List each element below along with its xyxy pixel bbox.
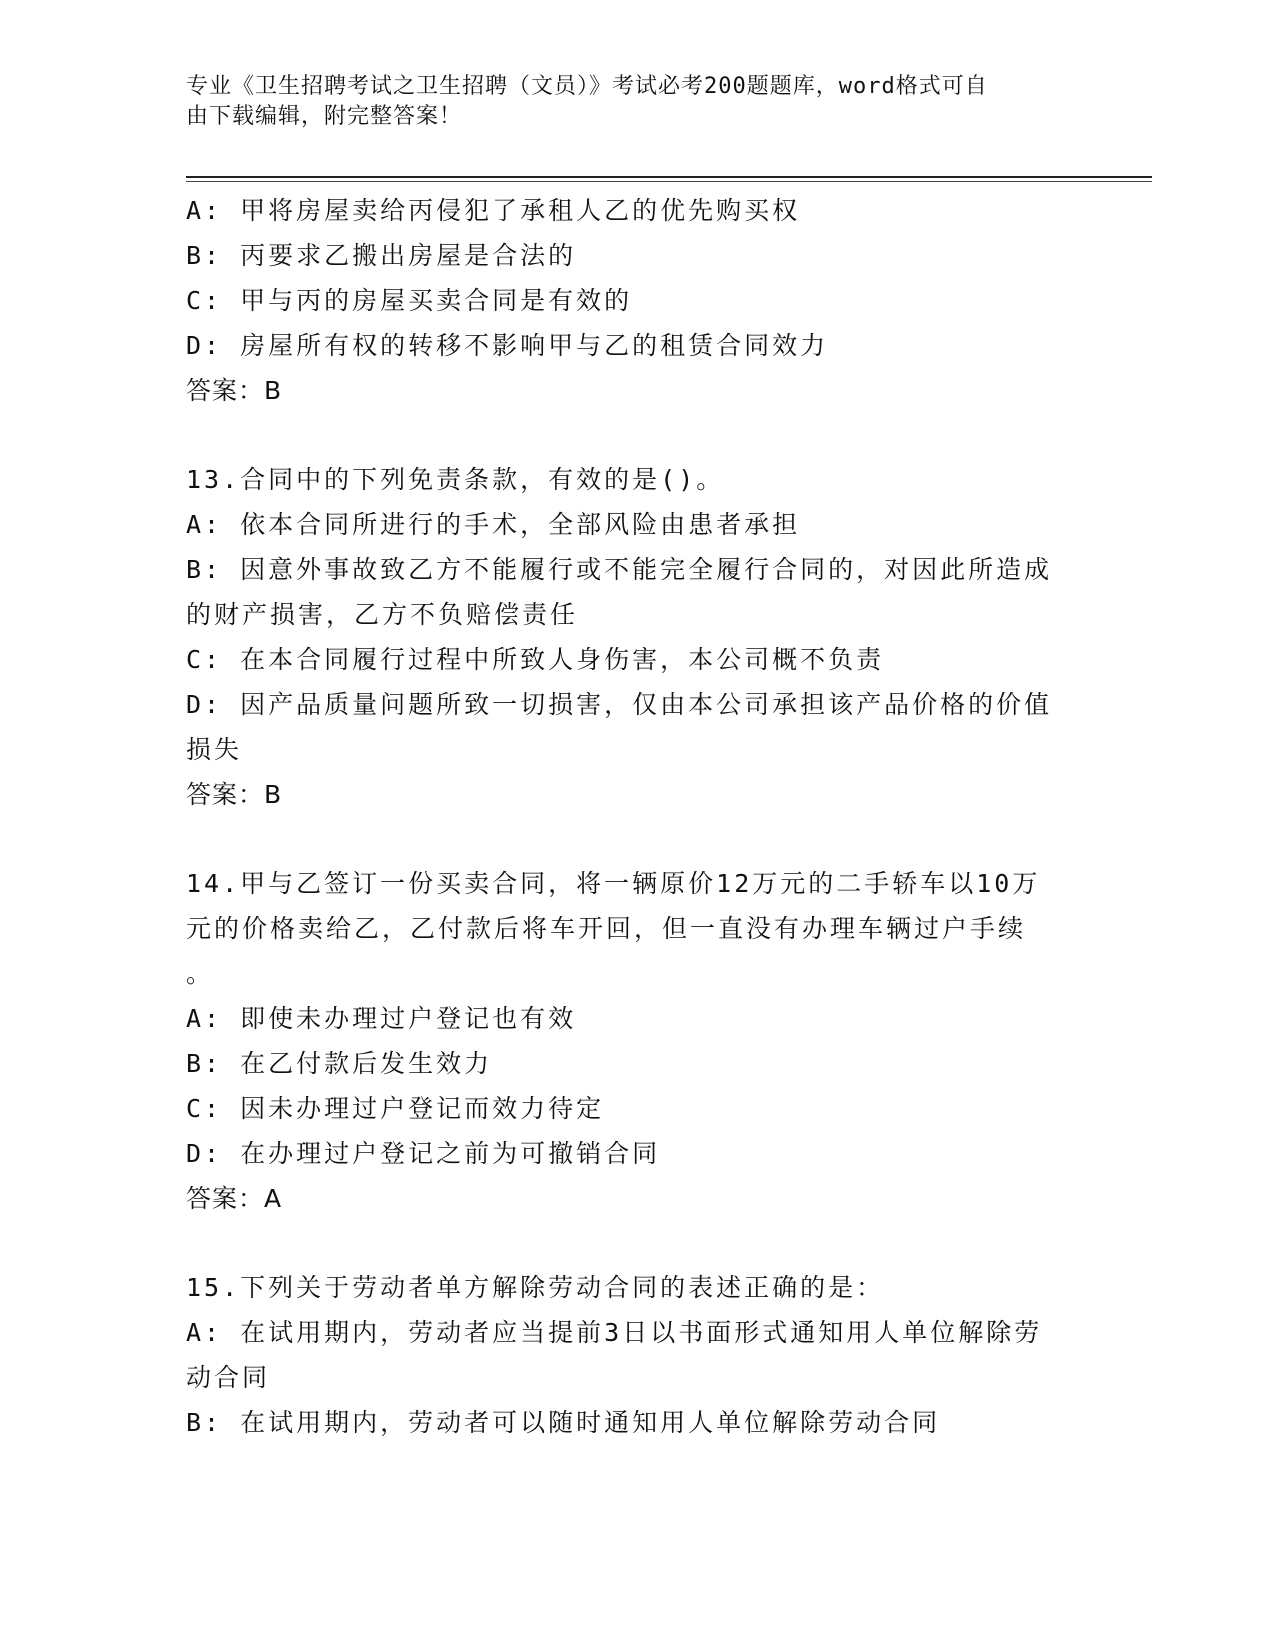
q14-answer: 答案：A (186, 1184, 283, 1213)
q13-question: 13.合同中的下列免责条款，有效的是()。 (186, 465, 725, 494)
q14-option-b: B: 在乙付款后发生效力 (186, 1049, 493, 1078)
q12-option-c: C: 甲与丙的房屋买卖合同是有效的 (186, 286, 633, 315)
header-title-line-2: 由下载编辑，附完整答案！ (186, 104, 463, 129)
question-12 (186, 188, 1086, 413)
q12-option-b: B: 丙要求乙搬出房屋是合法的 (186, 241, 577, 270)
q12-option-d: D: 房屋所有权的转移不影响甲与乙的租赁合同效力 (186, 331, 829, 360)
q15-option-a-line-2: 动合同 (186, 1363, 271, 1392)
q12-answer: 答案：B (186, 376, 283, 405)
q14-question-line-2: 元的价格卖给乙，乙付款后将车开回，但一直没有办理车辆过户手续 (186, 914, 1027, 943)
q13-answer: 答案：B (186, 780, 283, 809)
q13-option-b-line-1: B: 因意外事故致乙方不能履行或不能完全履行合同的，对因此所造成 (186, 555, 1053, 584)
question-15 (186, 1265, 1086, 1445)
header-divider-thick (186, 176, 1152, 178)
q13-option-d-line-2: 损失 (186, 735, 243, 764)
q13-option-b-line-2: 的财产损害，乙方不负赔偿责任 (186, 600, 579, 629)
question-13 (186, 457, 1086, 817)
q13-option-a: A: 依本合同所进行的手术，全部风险由患者承担 (186, 510, 801, 539)
q14-question-line-1: 14.甲与乙签订一份买卖合同，将一辆原价12万元的二手轿车以10万 (186, 869, 1041, 898)
spacer (186, 413, 1086, 457)
spacer (186, 817, 1086, 861)
spacer (186, 1221, 1086, 1265)
question-14 (186, 861, 1086, 1221)
q14-option-d: D: 在办理过户登记之前为可撤销合同 (186, 1139, 661, 1168)
q15-option-b: B: 在试用期内，劳动者可以随时通知用人单位解除劳动合同 (186, 1408, 941, 1437)
q15-question: 15.下列关于劳动者单方解除劳动合同的表述正确的是： (186, 1273, 885, 1302)
q14-question-line-3: 。 (186, 959, 215, 988)
header-title-line-1: 专业《卫生招聘考试之卫生招聘（文员）》考试必考200题题库，word格式可自 (186, 74, 988, 99)
q14-option-a: A: 即使未办理过户登记也有效 (186, 1004, 577, 1033)
header-divider-thin (186, 181, 1152, 182)
q14-option-c: C: 因未办理过户登记而效力待定 (186, 1094, 605, 1123)
q13-option-c: C: 在本合同履行过程中所致人身伤害，本公司概不负责 (186, 645, 885, 674)
document-body (186, 188, 1086, 1445)
q12-option-a: A: 甲将房屋卖给丙侵犯了承租人乙的优先购买权 (186, 196, 801, 225)
q15-option-a-line-1: A: 在试用期内，劳动者应当提前3日以书面形式通知用人单位解除劳 (186, 1318, 1043, 1347)
q13-option-d-line-1: D: 因产品质量问题所致一切损害，仅由本公司承担该产品价格的价值 (186, 690, 1053, 719)
document-header (186, 72, 1086, 132)
